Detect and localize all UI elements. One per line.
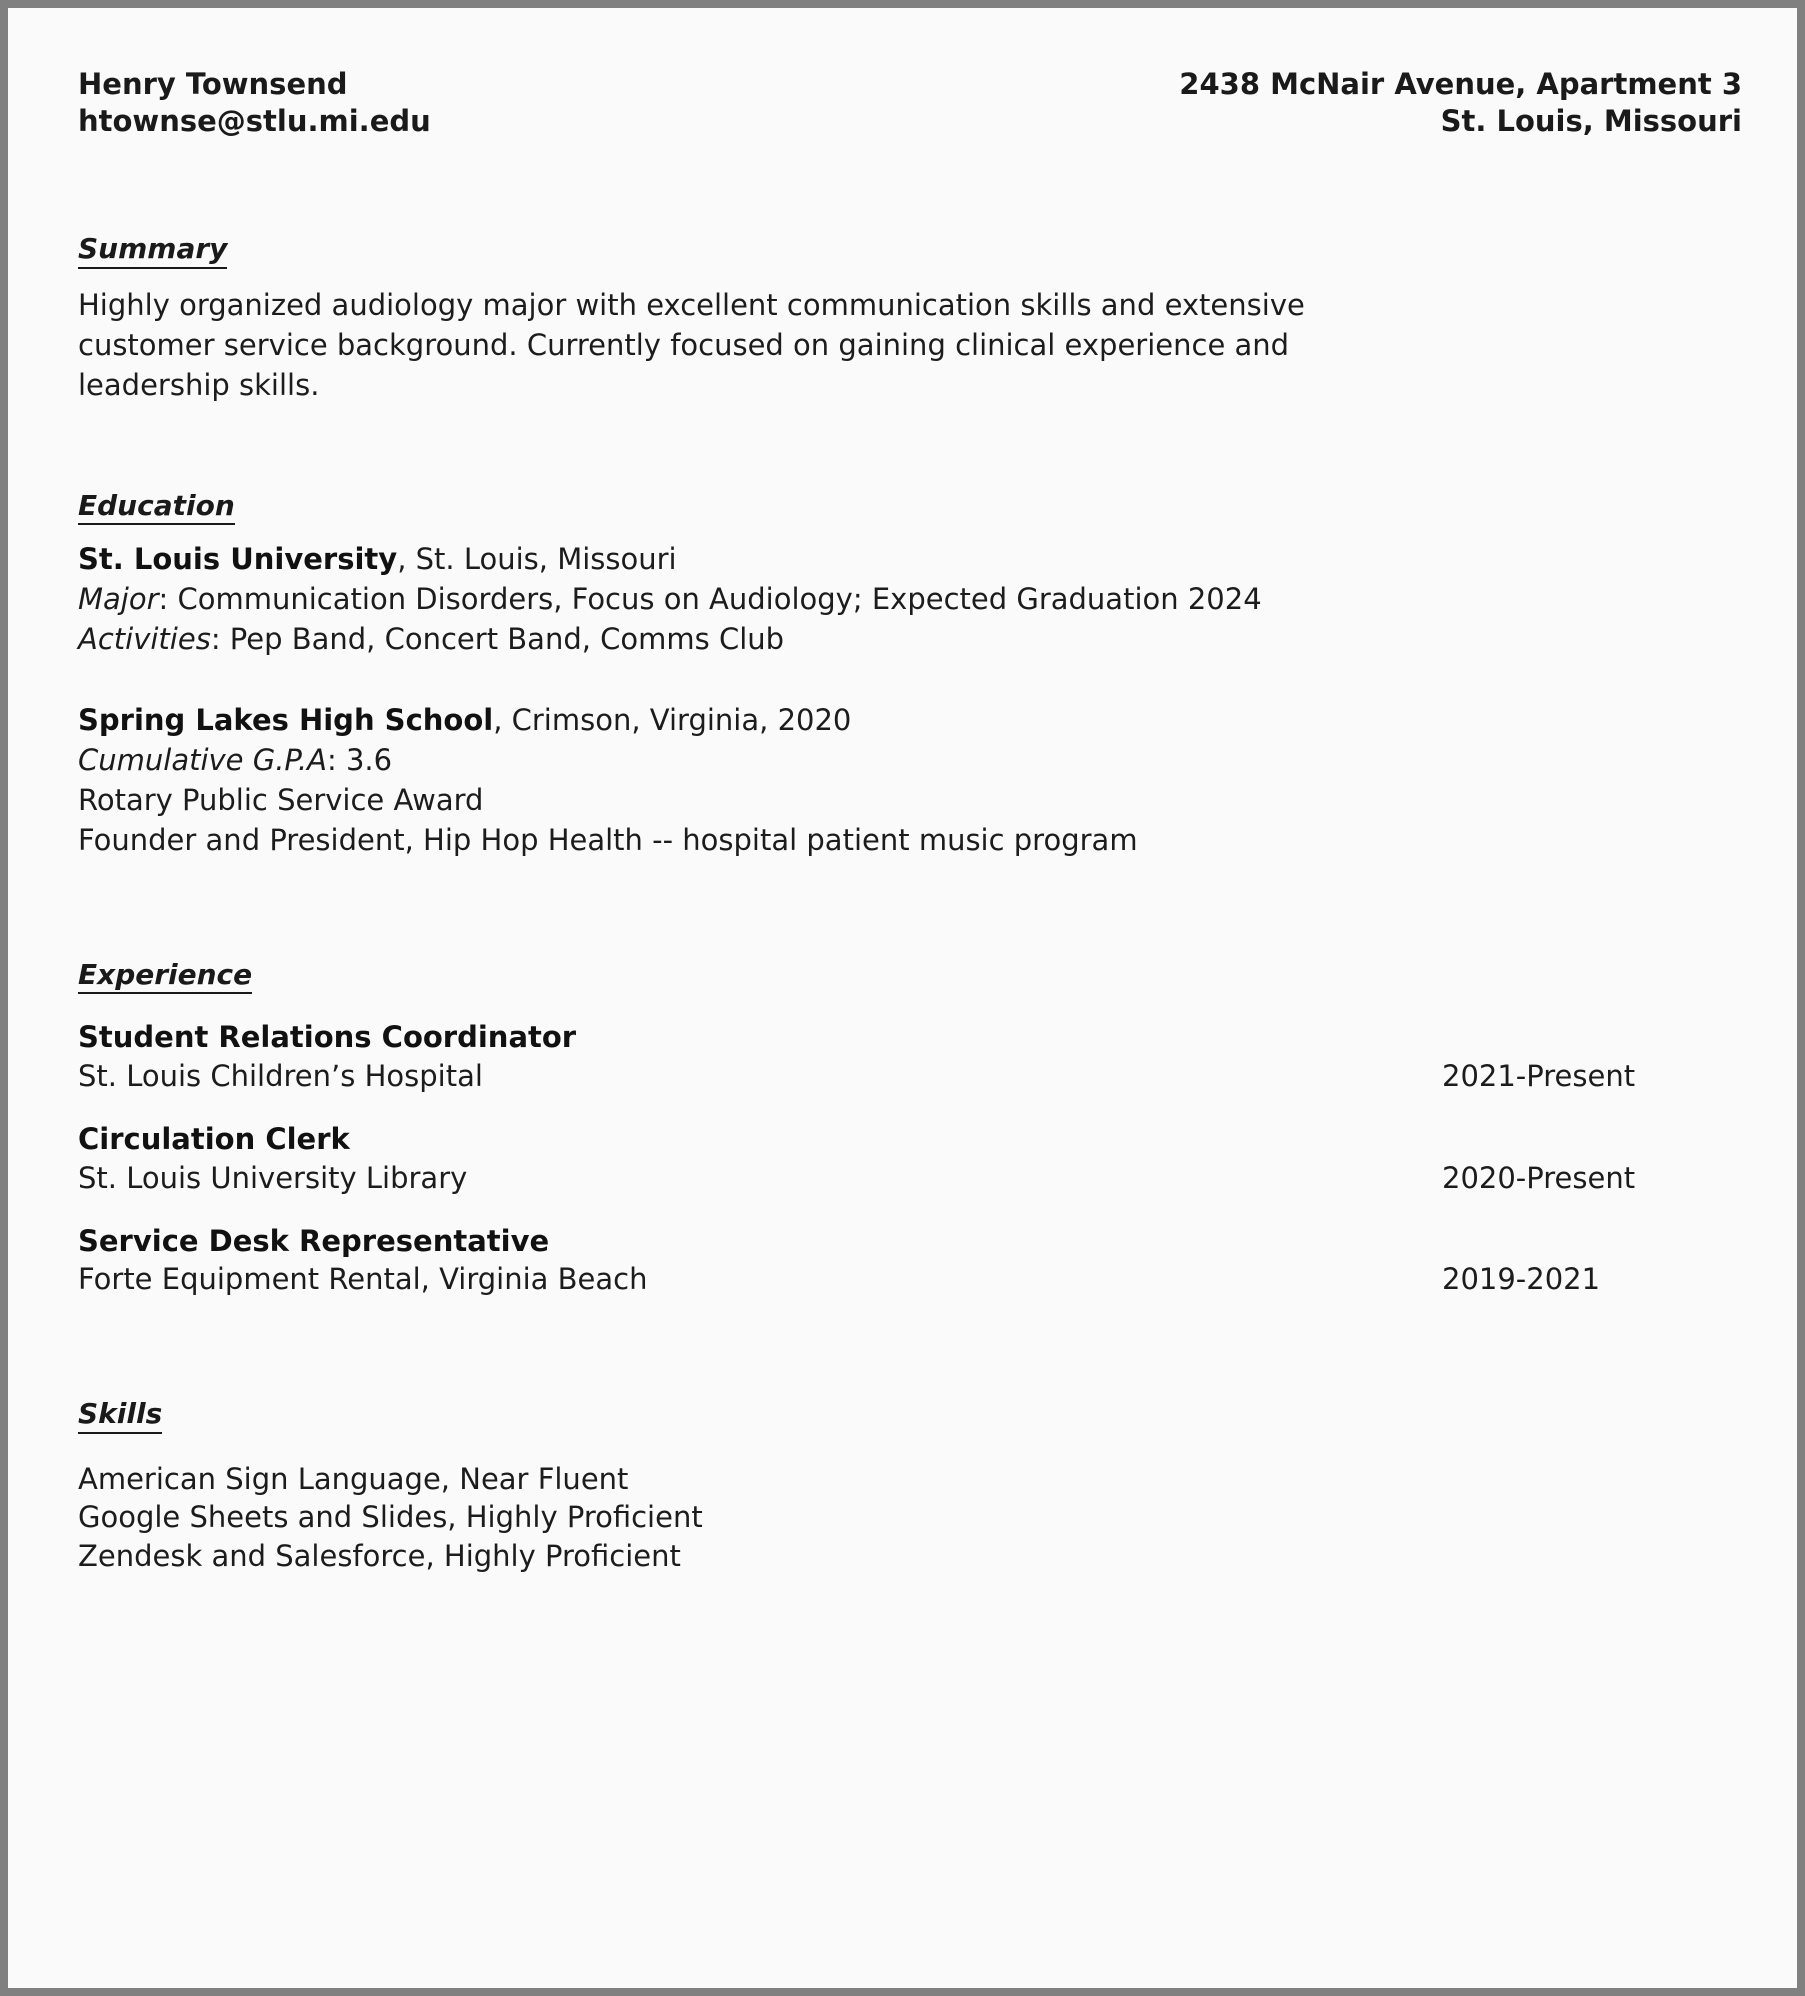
skill-item: American Sign Language, Near Fluent	[78, 1461, 629, 1496]
education-leadership-line: Founder and President, Hip Hop Health -- hospital patient music program	[78, 822, 1138, 857]
experience-entry	[78, 1018, 1742, 1096]
education-gpa-label: Cumulative G.P.A	[78, 742, 327, 777]
skill-item: Zendesk and Salesforce, Highly Proficient	[78, 1539, 681, 1574]
experience-entry	[78, 1222, 1742, 1300]
experience-job-title: Student Relations Coordinator	[78, 1020, 577, 1055]
section-experience	[78, 958, 1742, 1300]
skills-list	[78, 1460, 1742, 1576]
contact-block-left	[78, 66, 431, 140]
experience-organization: St. Louis University Library	[78, 1160, 468, 1195]
experience-organization: Forte Equipment Rental, Virginia Beach	[78, 1262, 648, 1297]
education-gpa-line	[78, 740, 1742, 780]
resume-header	[78, 66, 1742, 140]
experience-entry	[78, 1120, 1742, 1198]
education-institution-name: Spring Lakes High School	[78, 702, 494, 737]
experience-dates: 2021-Present	[1442, 1059, 1636, 1094]
address-line-1: 2438 McNair Avenue, Apartment 3	[1179, 67, 1742, 101]
skill-item: Google Sheets and Slides, Highly Proficient	[78, 1500, 703, 1535]
education-activities-line	[78, 619, 1742, 659]
education-activities-value: : Pep Band, Concert Band, Comms Club	[210, 622, 785, 657]
section-heading-education: Education	[78, 489, 235, 526]
section-heading-experience: Experience	[78, 958, 252, 995]
education-institution-line	[78, 539, 1742, 579]
experience-detail-row	[78, 1260, 1742, 1299]
education-institution-name: St. Louis University	[78, 542, 398, 577]
section-education	[78, 489, 1742, 860]
candidate-email: htownse@stlu.mi.edu	[78, 104, 431, 139]
section-heading-skills: Skills	[78, 1397, 162, 1434]
education-activities-label: Activities	[78, 622, 211, 657]
education-major-label: Major	[78, 582, 159, 617]
education-major-line	[78, 579, 1742, 619]
experience-dates: 2020-Present	[1442, 1160, 1636, 1195]
section-summary	[78, 232, 1742, 405]
experience-detail-row	[78, 1057, 1742, 1096]
education-institution-location: , Crimson, Virginia, 2020	[493, 702, 852, 737]
education-entry	[78, 539, 1742, 659]
education-institution-location: , St. Louis, Missouri	[397, 542, 677, 577]
experience-job-title: Service Desk Representative	[78, 1223, 550, 1258]
experience-dates: 2019-2021	[1442, 1262, 1601, 1297]
section-skills	[78, 1397, 1742, 1575]
experience-detail-row	[78, 1159, 1742, 1198]
contact-block-right	[1179, 66, 1742, 140]
summary-paragraph: Highly organized audiology major with excellent communication skills and extensive customer service background. Currently focused on gaining clinical experience and leadership skills.	[78, 287, 1305, 402]
experience-job-title: Circulation Clerk	[78, 1121, 350, 1156]
education-major-value: : Communication Disorders, Focus on Audiology; Expected Graduation 2024	[158, 582, 1262, 617]
address-line-2: St. Louis, Missouri	[1440, 104, 1742, 139]
section-heading-summary: Summary	[78, 232, 227, 269]
education-entry	[78, 700, 1742, 860]
resume-page	[8, 8, 1797, 1988]
education-institution-line	[78, 700, 1742, 740]
education-award-line: Rotary Public Service Award	[78, 782, 484, 817]
resume-content	[78, 66, 1742, 1576]
candidate-name: Henry Townsend	[78, 67, 348, 101]
education-gpa-value: : 3.6	[326, 742, 393, 777]
experience-organization: St. Louis Children’s Hospital	[78, 1059, 483, 1094]
